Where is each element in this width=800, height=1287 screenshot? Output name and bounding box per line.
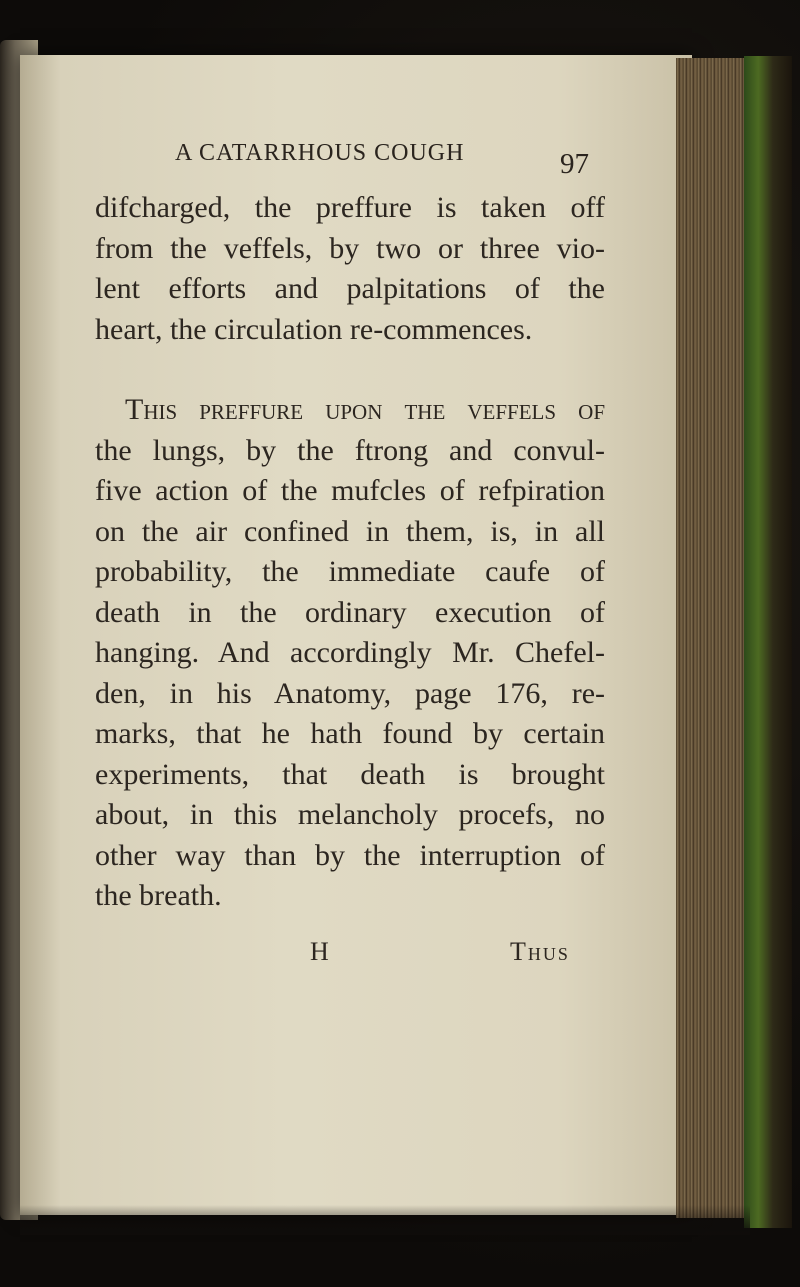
body-text xyxy=(95,188,605,917)
text-line: the breath. xyxy=(95,879,222,912)
text-line: on the air confined in them, is, in all xyxy=(95,514,605,548)
catchword: Thus xyxy=(510,937,570,966)
bottom-shadow xyxy=(20,1205,750,1235)
page-edges xyxy=(676,58,744,1218)
text-line: about, in this melancholy procefs, no xyxy=(95,798,605,831)
text-line: probability, the immediate caufe of xyxy=(95,555,605,588)
text-line: difcharged, the preffure is taken off xyxy=(95,191,605,224)
text-line: den, in his Anatomy, page 176, re- xyxy=(95,676,605,710)
text-line: experiments, that death is brought xyxy=(95,757,605,791)
text-line: five action of the mufcles of refpiration xyxy=(95,474,605,507)
paragraph-1 xyxy=(95,188,605,350)
text-line: heart, the circulation re-commences. xyxy=(95,312,533,346)
text-line: lent efforts and palpitations of the xyxy=(95,272,605,305)
paragraph-2 xyxy=(95,390,605,917)
text-line: other way than by the interruption of xyxy=(95,838,605,872)
text-line: the lungs, by the ftrong and convul- xyxy=(95,433,605,467)
signature-mark: H xyxy=(310,937,329,966)
text-line: from the veffels, by two or three vio- xyxy=(95,231,605,265)
text-line: hanging. And accordingly Mr. Chefel- xyxy=(95,636,605,669)
book-cover-edge xyxy=(744,56,792,1228)
page-number: 97 xyxy=(560,148,589,180)
running-head: A CATARRHOUS COUGH xyxy=(175,140,465,166)
text-line: This preffure upon the veffels of xyxy=(125,393,605,426)
text-line: marks, that he hath found by certain xyxy=(95,717,605,750)
text-line: death in the ordinary execution of xyxy=(95,595,605,629)
